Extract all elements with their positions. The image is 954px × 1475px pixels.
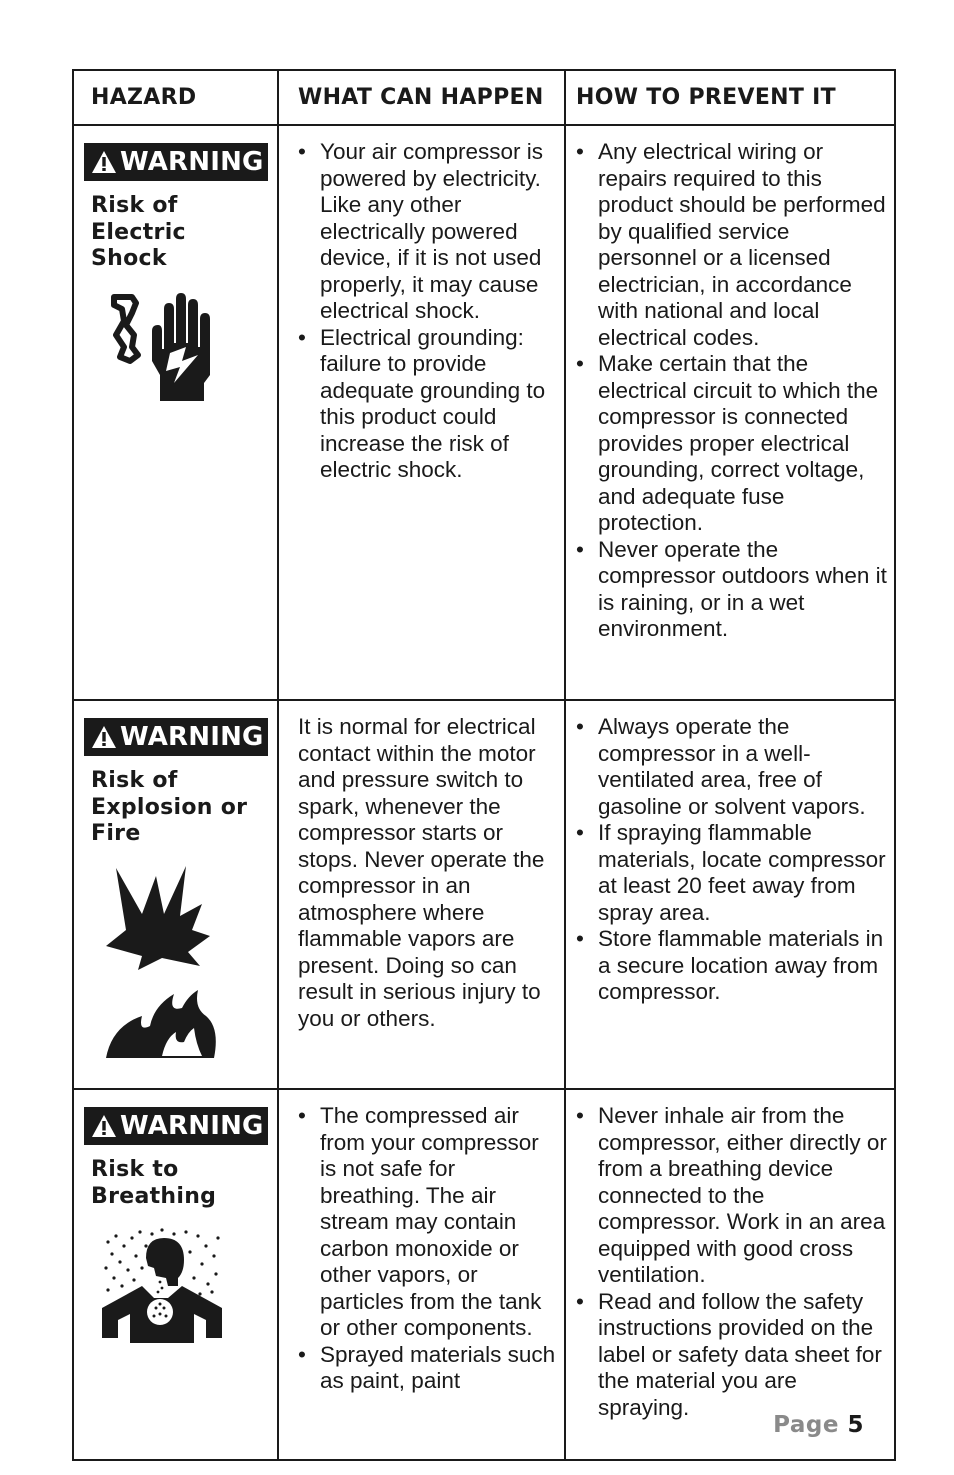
list-item: • Store flammable materials in a secure location away from compressor. <box>576 926 888 1006</box>
electric-shock-hand-icon <box>102 291 222 403</box>
header-how-to-prevent: HOW TO PREVENT IT <box>565 70 895 125</box>
how-list <box>576 714 888 1006</box>
warning-label: WARNING <box>120 147 264 177</box>
hazard-table <box>72 69 896 1461</box>
table-row <box>73 1089 895 1460</box>
what-list <box>298 1103 556 1395</box>
warning-label: WARNING <box>120 1111 264 1141</box>
how-to-prevent-cell <box>565 125 895 700</box>
breathing-hazard-icon <box>102 1228 222 1343</box>
warning-badge <box>84 718 268 756</box>
warning-triangle-icon <box>91 150 117 174</box>
how-to-prevent-cell <box>565 700 895 1089</box>
list-item: • Electrical grounding: failure to provide adequate grounding to this product could increase the risk of electric shock. <box>298 325 556 484</box>
list-item: • Sprayed materials such as paint, paint <box>298 1342 556 1395</box>
header-hazard: HAZARD <box>73 70 278 125</box>
hazard-cell <box>73 125 278 700</box>
what-can-happen-cell <box>278 1089 565 1460</box>
header-what-can-happen: WHAT CAN HAPPEN <box>278 70 565 125</box>
warning-label: WARNING <box>120 722 264 752</box>
hazard-cell <box>73 700 278 1089</box>
what-can-happen-cell <box>278 125 565 700</box>
what-can-happen-cell <box>278 700 565 1089</box>
list-item: • Any electrical wiring or repairs required to this product should be performed by qualified service personnel or a licensed electrician, in accordance with national and local electrical codes. <box>576 139 888 351</box>
page-number-value: 5 <box>847 1412 864 1438</box>
list-item: • Never operate the compressor outdoors when it is raining, or in a wet environment. <box>576 537 888 643</box>
page-label: Page <box>773 1412 839 1438</box>
what-list <box>298 139 556 484</box>
how-to-prevent-cell <box>565 1089 895 1460</box>
hazard-cell <box>73 1089 278 1460</box>
hazard-title: Risk of Electric Shock <box>91 193 186 271</box>
table-row <box>73 700 895 1089</box>
hazard-title: Risk to Breathing <box>91 1157 217 1209</box>
list-item: • Your air compressor is powered by electricity. Like any other electrically powered device, if it is not used properly, it may cause electrical shock. <box>298 139 556 325</box>
explosion-fire-icon <box>102 866 227 1066</box>
list-item: • If spraying flammable materials, locate compressor at least 20 feet away from spray area. <box>576 820 888 926</box>
warning-triangle-icon <box>91 725 117 749</box>
warning-triangle-icon <box>91 1114 117 1138</box>
what-text: It is normal for electrical contact within the motor and pressure switch to spark, whenever the compressor starts or stops. Never operate the compressor in an atmosphere where flammable vapors are present. Doing so can result in serious injury to you or others. <box>298 714 545 1031</box>
how-list <box>576 1103 888 1421</box>
how-list <box>576 139 888 643</box>
list-item: • The compressed air from your compressor is not safe for breathing. The air stream may contain carbon monoxide or other vapors, or particles from the tank or other components. <box>298 1103 556 1342</box>
list-item: • Never inhale air from the compressor, either directly or from a breathing device connected to the compressor. Work in an area equipped with good cross ventilation. <box>576 1103 888 1289</box>
warning-badge <box>84 143 268 181</box>
hazard-title: Risk of Explosion or Fire <box>91 768 248 846</box>
list-item: • Make certain that the electrical circuit to which the compressor is connected provides proper electrical grounding, correct voltage, and adequate fuse protection. <box>576 351 888 537</box>
table-row <box>73 125 895 700</box>
list-item: • Read and follow the safety instructions provided on the label or safety data sheet for the material you are spraying. <box>576 1289 888 1422</box>
page-number <box>773 1412 864 1438</box>
table-header-row <box>73 70 895 125</box>
warning-badge <box>84 1107 268 1145</box>
list-item: • Always operate the compressor in a well-ventilated area, free of gasoline or solvent vapors. <box>576 714 888 820</box>
